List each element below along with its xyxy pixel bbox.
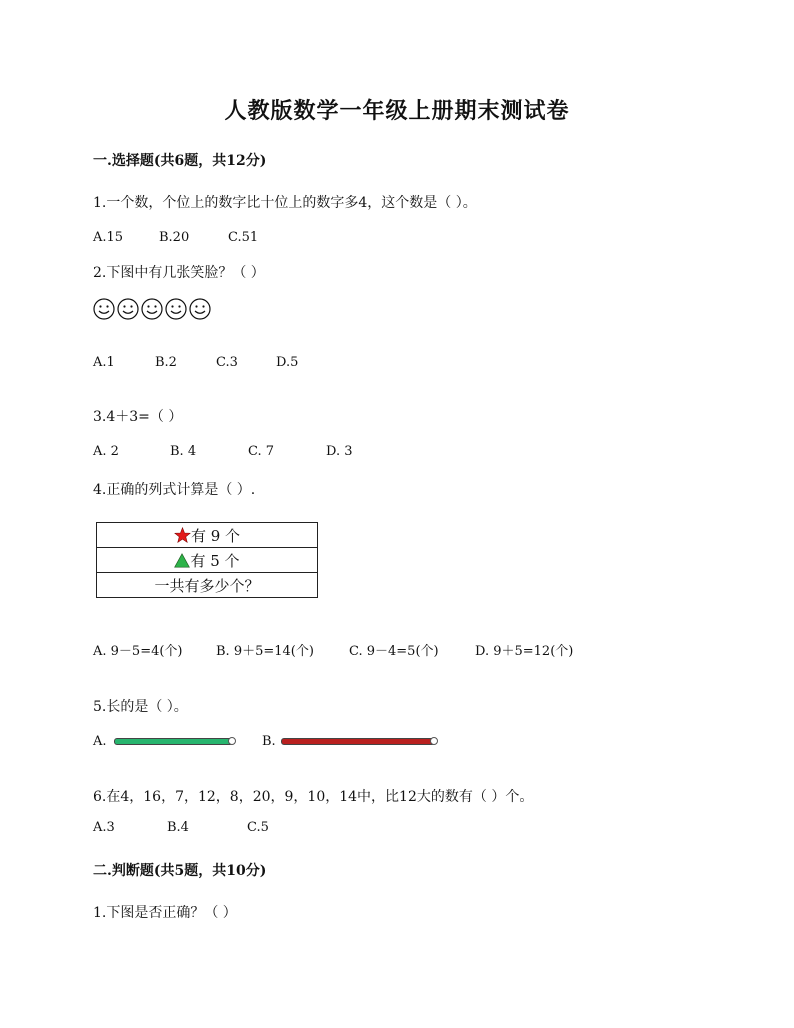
green-bar — [114, 738, 233, 745]
smiley-face-icon — [165, 298, 187, 320]
smiley-face-icon — [189, 298, 211, 320]
table-row — [97, 573, 318, 598]
question-5: 5.长的是（ ）。 — [93, 699, 188, 715]
q1-option-a: A.15 — [93, 230, 124, 245]
q3-option-d: D. 3 — [326, 444, 353, 459]
question-4: 4.正确的列式计算是（ ）. — [93, 482, 256, 498]
table-row — [97, 548, 318, 573]
page-title: 人教版数学一年级上册期末测试卷 — [224, 98, 570, 124]
smiley-face-icon — [93, 298, 115, 320]
q4-option-d: D. 9＋5=12(个) — [475, 644, 574, 659]
red-star-icon — [174, 527, 191, 543]
question-1: 1.一个数，个位上的数字比十位上的数字多4，这个数是（ ）。 — [93, 195, 477, 211]
star-count-text: 有 9 个 — [190, 526, 241, 545]
red-bar — [281, 738, 435, 745]
question-4-table — [96, 522, 318, 598]
table-cell — [97, 523, 318, 548]
q1-option-b: B.20 — [159, 230, 190, 245]
section-heading-judgement: 二.判断题(共5题，共10分) — [93, 863, 267, 879]
q6-option-a: A.3 — [93, 820, 115, 835]
q2-option-a: A.1 — [93, 355, 115, 370]
q2-option-d: D.5 — [276, 355, 299, 370]
q4-option-b: B. 9＋5=14(个) — [216, 644, 314, 659]
q3-option-a: A. 2 — [93, 444, 119, 459]
q3-option-b: B. 4 — [170, 444, 197, 459]
triangle-count-text: 有 5 个 — [190, 551, 240, 570]
table-cell: 一共有多少个？ — [97, 573, 318, 598]
smiley-face-icon — [117, 298, 139, 320]
q2-option-b: B.2 — [155, 355, 177, 370]
smiley-faces-figure — [93, 298, 211, 320]
smiley-face-icon — [141, 298, 163, 320]
question-2: 2.下图中有几张笑脸？（ ） — [93, 265, 265, 281]
q2-option-c: C.3 — [216, 355, 238, 370]
q5-label-b: B. — [262, 734, 276, 749]
table-cell — [97, 548, 318, 573]
q5-label-a: A. — [93, 734, 107, 749]
q1-option-c: C.51 — [228, 230, 259, 245]
judgement-question-1: 1.下图是否正确？（ ） — [93, 905, 237, 921]
q6-option-b: B.4 — [167, 820, 189, 835]
green-triangle-icon — [174, 553, 190, 568]
question-3: 3.4＋3=（ ） — [93, 409, 183, 425]
q4-option-c: C. 9－4=5(个) — [349, 644, 439, 659]
section-heading-choice: 一.选择题(共6题，共12分) — [93, 153, 267, 169]
table-row — [97, 523, 318, 548]
q4-option-a: A. 9－5=4(个) — [93, 644, 183, 659]
question-6: 6.在4，16，7，12，8，20，9，10，14中，比12大的数有（ ）个。 — [93, 789, 534, 805]
q6-option-c: C.5 — [247, 820, 269, 835]
q3-option-c: C. 7 — [248, 444, 275, 459]
